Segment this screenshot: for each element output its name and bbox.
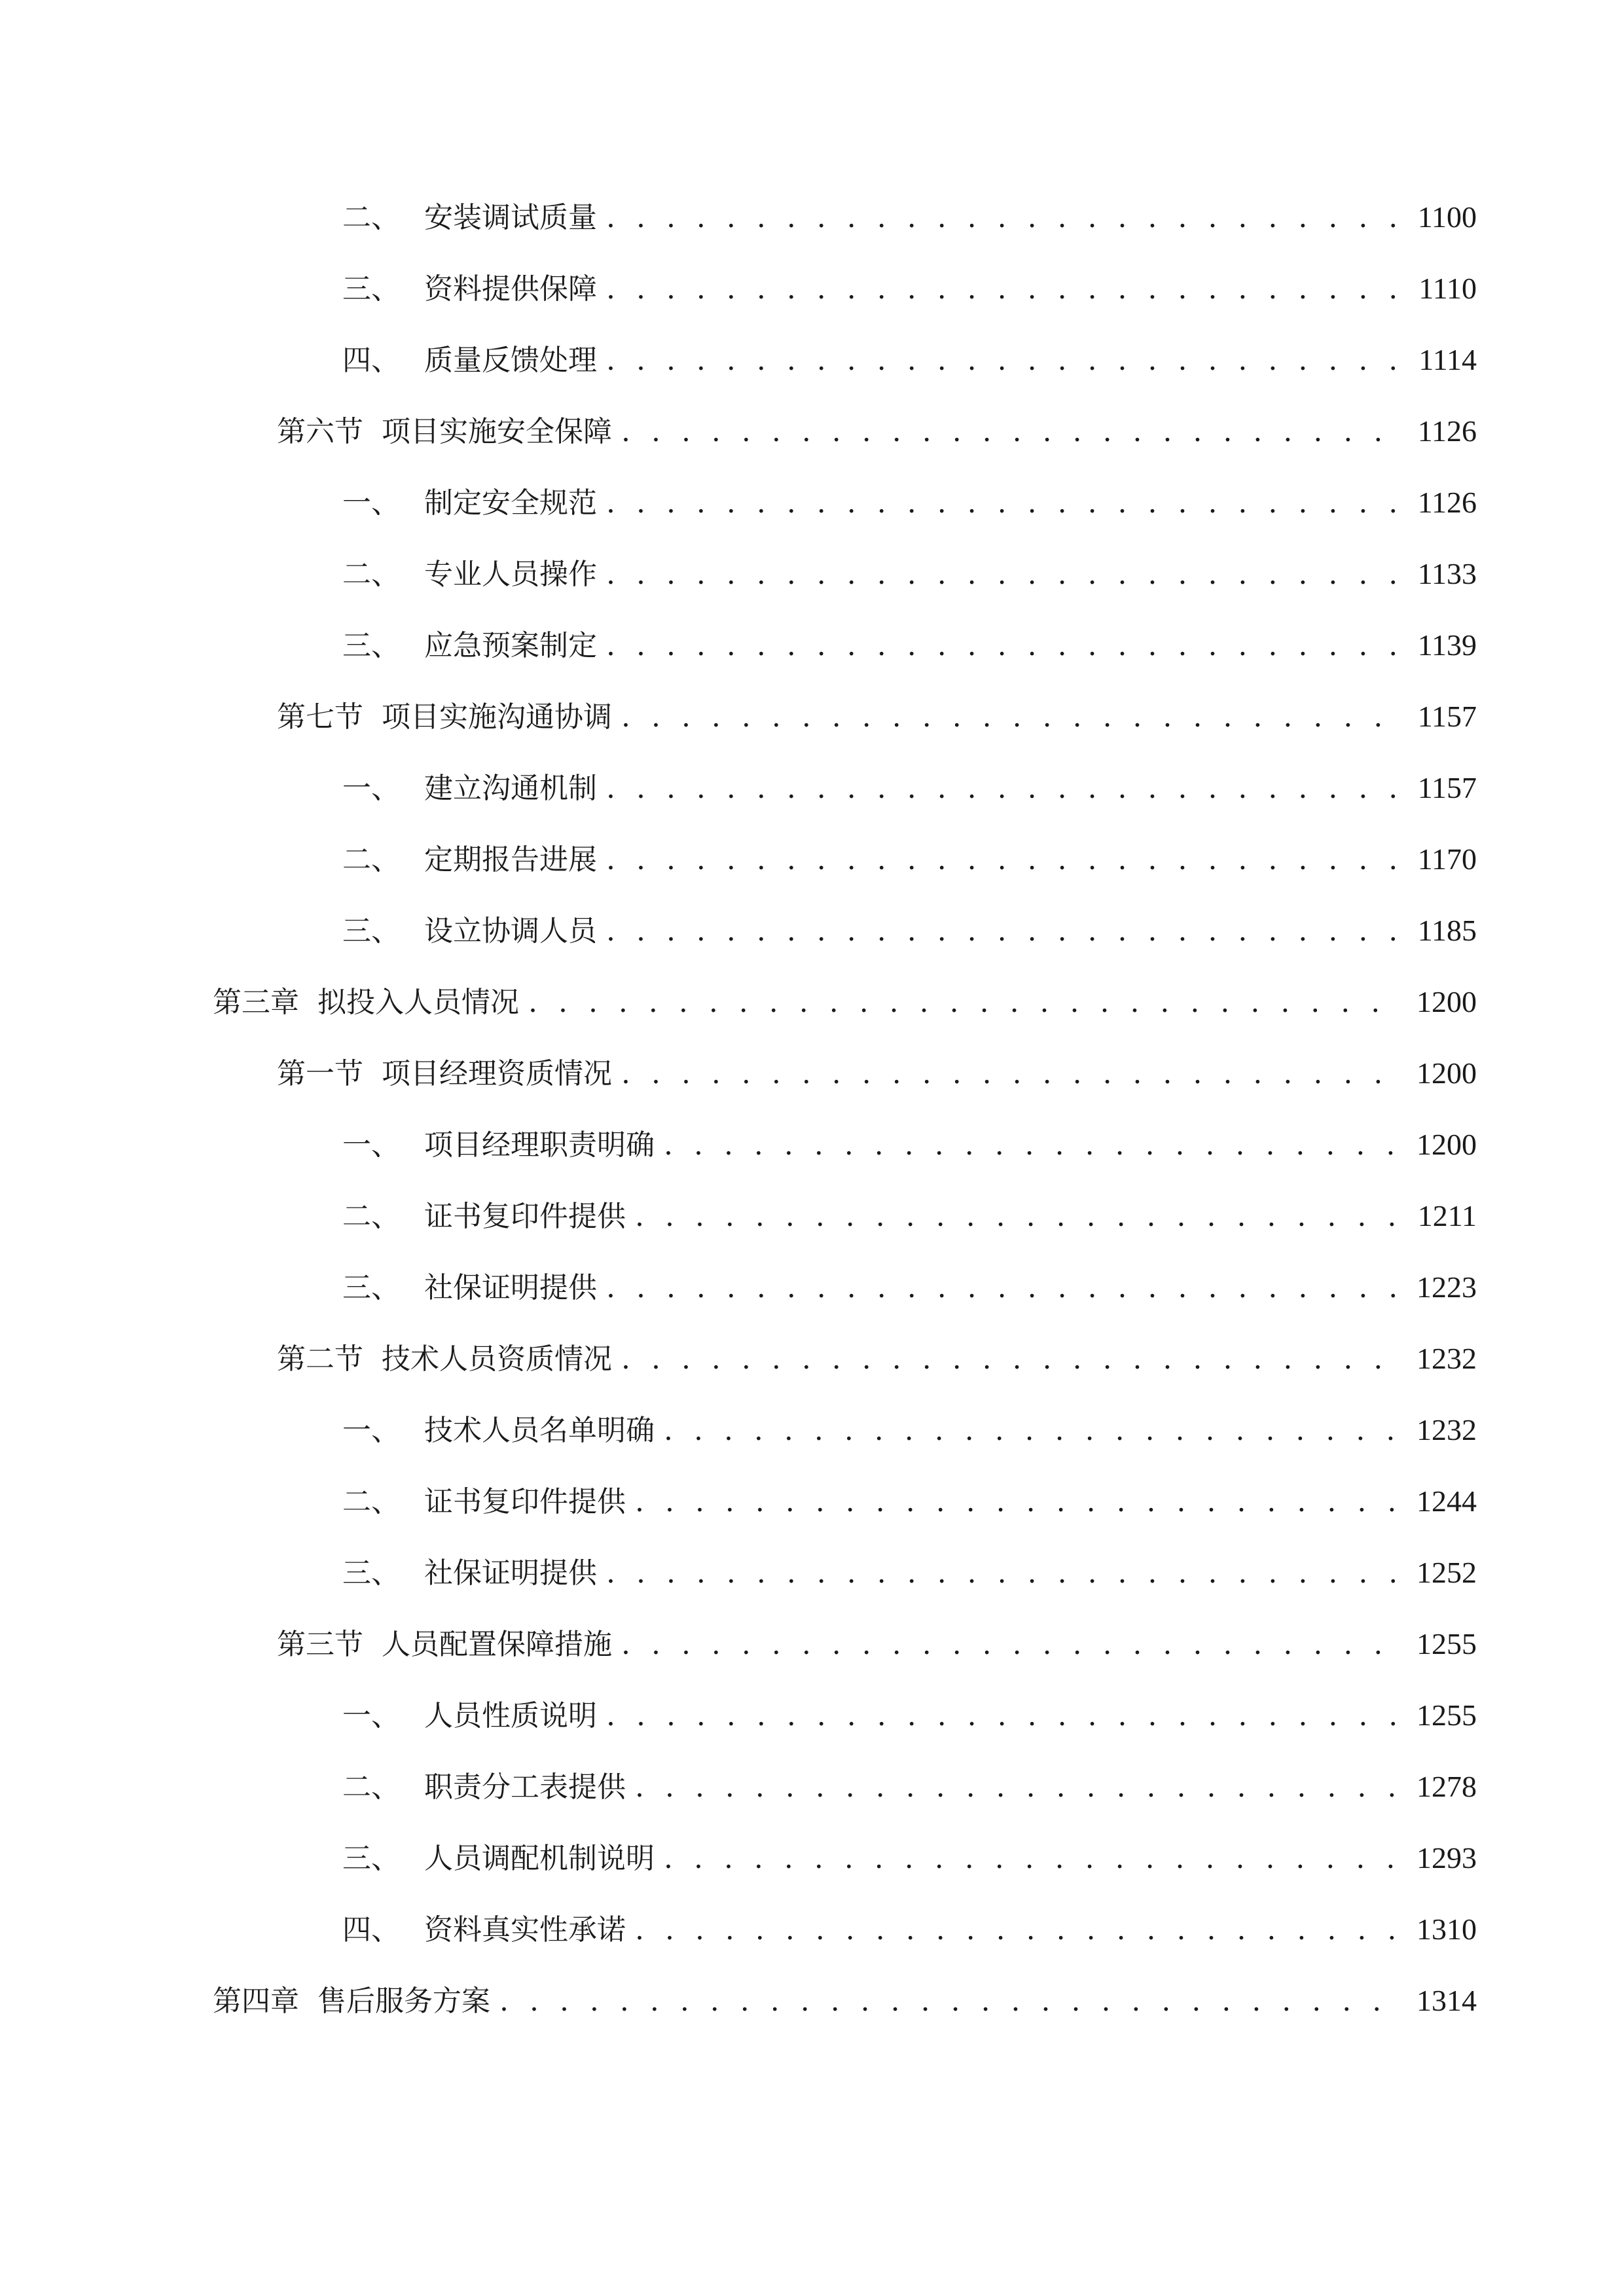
- dot-leader: [635, 1196, 1403, 1238]
- toc-entry[interactable]: [342, 1552, 1477, 1594]
- toc-entry-page: 1133: [1417, 557, 1477, 590]
- dot-leader: [621, 1338, 1402, 1380]
- toc-entry[interactable]: [342, 1409, 1477, 1451]
- toc-entry-page: 1278: [1416, 1770, 1477, 1803]
- toc-section-title: 项目实施沟通协调: [382, 700, 612, 734]
- toc-entry-page: 1310: [1416, 1912, 1477, 1946]
- toc-section-number: 第七节: [277, 700, 363, 734]
- toc-entry[interactable]: [342, 268, 1477, 310]
- dot-leader: [499, 1981, 1402, 2022]
- dot-leader: [606, 340, 1404, 382]
- dot-leader: [621, 1053, 1402, 1095]
- toc-entry-number: 二、: [342, 201, 400, 234]
- toc-section-number: 第二节: [277, 1342, 363, 1376]
- dot-leader: [606, 768, 1403, 810]
- toc-entry-title: 定期报告进展: [424, 843, 597, 876]
- toc-section-title: 项目实施安全保障: [382, 415, 612, 448]
- toc-section-entry[interactable]: [277, 410, 1477, 452]
- toc-entry-page: 1100: [1417, 200, 1477, 234]
- toc-entry-number: 三、: [342, 629, 400, 662]
- toc-chapter-number: 第四章: [213, 1984, 299, 2018]
- dot-leader: [606, 482, 1403, 524]
- toc-section-title: 项目经理资质情况: [382, 1057, 612, 1090]
- dot-leader: [606, 625, 1403, 667]
- toc-entry-title: 制定安全规范: [424, 486, 597, 520]
- toc-entry-title: 技术人员名单明确: [424, 1414, 655, 1447]
- toc-entry-page: 1232: [1416, 1413, 1477, 1446]
- toc-entry-page: 1139: [1417, 628, 1477, 662]
- toc-entry-title: 建立沟通机制: [424, 772, 597, 805]
- toc-entry-title: 设立协调人员: [424, 914, 597, 948]
- toc-chapter-entry[interactable]: [213, 981, 1477, 1023]
- toc-section-entry[interactable]: [277, 696, 1477, 738]
- toc-entry-number: 二、: [342, 1485, 400, 1518]
- toc-entry-title: 人员调配机制说明: [424, 1842, 655, 1875]
- toc-chapter-title: 拟投入人员情况: [317, 986, 519, 1019]
- toc-entry-page: 1126: [1417, 486, 1477, 519]
- toc-entry[interactable]: [342, 553, 1477, 595]
- toc-entry-number: 二、: [342, 1200, 400, 1233]
- toc-entry[interactable]: [342, 196, 1477, 238]
- toc-entry-number: 一、: [342, 1128, 400, 1162]
- toc-chapter-title: 售后服务方案: [317, 1984, 490, 2018]
- toc-entry-page: 1157: [1417, 771, 1477, 804]
- toc-entry-page: 1126: [1417, 414, 1477, 448]
- toc-entry-page: 1223: [1416, 1270, 1477, 1304]
- dot-leader: [606, 554, 1403, 596]
- dot-leader: [621, 696, 1403, 738]
- toc-entry-title: 资料提供保障: [424, 272, 597, 306]
- toc-entry[interactable]: [342, 624, 1477, 666]
- toc-chapter-entry[interactable]: [213, 1980, 1477, 2022]
- dot-leader: [606, 910, 1403, 952]
- toc-entry[interactable]: [342, 1837, 1477, 1879]
- dot-leader: [606, 268, 1404, 310]
- toc-entry-title: 应急预案制定: [424, 629, 597, 662]
- toc-entry-number: 三、: [342, 1556, 400, 1590]
- toc-section-entry[interactable]: [277, 1052, 1477, 1094]
- toc-entry-number: 四、: [342, 344, 400, 377]
- toc-section-number: 第六节: [277, 415, 363, 448]
- toc-entry-number: 三、: [342, 1271, 400, 1304]
- dot-leader: [635, 1767, 1402, 1808]
- toc-entry-page: 1314: [1416, 1984, 1477, 2017]
- toc-entry-title: 项目经理职责明确: [424, 1128, 655, 1162]
- toc-entry-page: 1255: [1416, 1698, 1477, 1732]
- toc-entry[interactable]: [342, 482, 1477, 524]
- toc-entry-number: 三、: [342, 914, 400, 948]
- dot-leader: [621, 411, 1403, 453]
- toc-entry[interactable]: [342, 339, 1477, 381]
- dot-leader: [606, 197, 1403, 239]
- toc-entry[interactable]: [342, 1909, 1477, 1950]
- toc-section-number: 第一节: [277, 1057, 363, 1090]
- toc-entry[interactable]: [342, 838, 1477, 880]
- toc-entry-page: 1232: [1416, 1342, 1477, 1375]
- dot-leader: [606, 1267, 1402, 1309]
- toc-entry-number: 一、: [342, 1414, 400, 1447]
- toc-section-number: 第三节: [277, 1628, 363, 1661]
- dot-leader: [664, 1838, 1402, 1880]
- toc-entry-number: 一、: [342, 1699, 400, 1732]
- dot-leader: [635, 1909, 1402, 1951]
- toc-section-entry[interactable]: [277, 1338, 1477, 1380]
- dot-leader: [635, 1481, 1402, 1523]
- toc-entry[interactable]: [342, 910, 1477, 952]
- dot-leader: [664, 1124, 1402, 1166]
- toc-entry-page: 1255: [1416, 1627, 1477, 1660]
- toc-entry[interactable]: [342, 1480, 1477, 1522]
- toc-entry-title: 职责分工表提供: [424, 1770, 626, 1804]
- toc-entry[interactable]: [342, 1766, 1477, 1808]
- toc-entry-page: 1200: [1416, 1128, 1477, 1161]
- toc-entry-number: 一、: [342, 486, 400, 520]
- toc-entry-number: 一、: [342, 772, 400, 805]
- toc-entry-title: 社保证明提供: [424, 1556, 597, 1590]
- toc-section-title: 技术人员资质情况: [382, 1342, 612, 1376]
- toc-entry-title: 质量反馈处理: [424, 344, 597, 377]
- toc-entry-number: 二、: [342, 843, 400, 876]
- toc-entry-title: 证书复印件提供: [424, 1200, 626, 1233]
- toc-entry-title: 专业人员操作: [424, 558, 597, 591]
- dot-leader: [528, 982, 1402, 1024]
- toc-entry-title: 证书复印件提供: [424, 1485, 626, 1518]
- toc-entry-page: 1293: [1416, 1841, 1477, 1874]
- dot-leader: [606, 1695, 1402, 1737]
- toc-entry-page: 1252: [1416, 1556, 1477, 1589]
- toc-entry[interactable]: [342, 1695, 1477, 1736]
- toc-entry-title: 资料真实性承诺: [424, 1913, 626, 1946]
- toc-entry-page: 1170: [1417, 842, 1477, 876]
- toc-entry-page: 1200: [1416, 985, 1477, 1018]
- toc-entry[interactable]: [342, 1195, 1477, 1237]
- toc-entry-page: 1211: [1417, 1199, 1477, 1232]
- toc-entry[interactable]: [342, 1266, 1477, 1308]
- toc-entry-title: 人员性质说明: [424, 1699, 597, 1732]
- toc-entry-number: 三、: [342, 1842, 400, 1875]
- toc-entry-number: 四、: [342, 1913, 400, 1946]
- toc-entry[interactable]: [342, 767, 1477, 809]
- toc-entry-title: 社保证明提供: [424, 1271, 597, 1304]
- toc-entry-number: 三、: [342, 272, 400, 306]
- toc-entry-page: 1114: [1418, 343, 1477, 376]
- toc-section-entry[interactable]: [277, 1623, 1477, 1665]
- toc-entry-page: 1110: [1418, 272, 1477, 305]
- toc-entry-number: 二、: [342, 558, 400, 591]
- toc-entry-page: 1185: [1417, 914, 1477, 947]
- dot-leader: [606, 1552, 1402, 1594]
- toc-entry-page: 1157: [1417, 700, 1477, 733]
- dot-leader: [606, 839, 1403, 881]
- toc-entry-title: 安装调试质量: [424, 201, 597, 234]
- dot-leader: [621, 1624, 1402, 1666]
- toc-entry-page: 1244: [1416, 1484, 1477, 1518]
- toc-entry-number: 二、: [342, 1770, 400, 1804]
- toc-section-title: 人员配置保障措施: [382, 1628, 612, 1661]
- dot-leader: [664, 1410, 1402, 1452]
- toc-chapter-number: 第三章: [213, 986, 299, 1019]
- toc-entry-page: 1200: [1416, 1056, 1477, 1090]
- toc-entry[interactable]: [342, 1124, 1477, 1166]
